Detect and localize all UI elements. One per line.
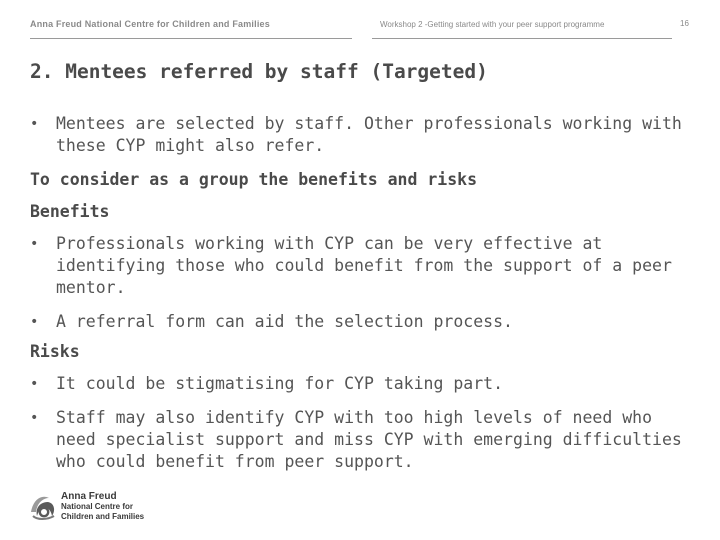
risk-bullet [30,407,690,473]
header-rule-left [30,38,352,39]
intro-bullet [30,113,690,157]
intro-bullet-text: Mentees are selected by staff. Other professionals working with these CYP might also refer. [56,114,682,155]
anna-freud-logo [27,490,167,524]
benefit-bullet [30,311,690,333]
header-organisation: Anna Freud National Centre for Children and Families [30,19,270,29]
risk-bullet [30,373,690,395]
benefit-bullet [30,233,690,299]
header-rule-right [372,38,672,39]
page-number: 16 [680,19,689,28]
consider-heading: To consider as a group the benefits and risks [30,170,478,189]
bullet-glyph: • [30,314,39,330]
anna-freud-logo-icon [27,490,59,522]
header-workshop: Workshop 2 -Getting started with your peer support programme [380,20,605,29]
slide-content [30,113,690,485]
risk-bullet-text: Staff may also identify CYP with too high levels of need who need specialist support and miss CYP with emerging difficulties who could benefit from peer support. [56,408,682,471]
benefit-bullet-text: Professionals working with CYP can be very effective at identifying those who could benefit from the support of a peer mentor. [56,234,672,297]
bullet-glyph: • [30,236,39,252]
risk-bullet-text: It could be stigmatising for CYP taking part. [56,374,504,393]
logo-line-2: National Centre for [61,502,134,511]
bullet-glyph: • [30,376,39,392]
benefit-bullet-text: A referral form can aid the selection process. [56,312,513,331]
logo-line-3: Children and Families [61,511,145,521]
slide-title: 2. Mentees referred by staff (Targeted) [30,60,488,83]
bullet-glyph: • [30,116,39,132]
risks-heading: Risks [30,342,80,361]
logo-line-1: Anna Freud [61,491,117,502]
benefits-heading: Benefits [30,202,110,221]
bullet-glyph: • [30,410,39,426]
